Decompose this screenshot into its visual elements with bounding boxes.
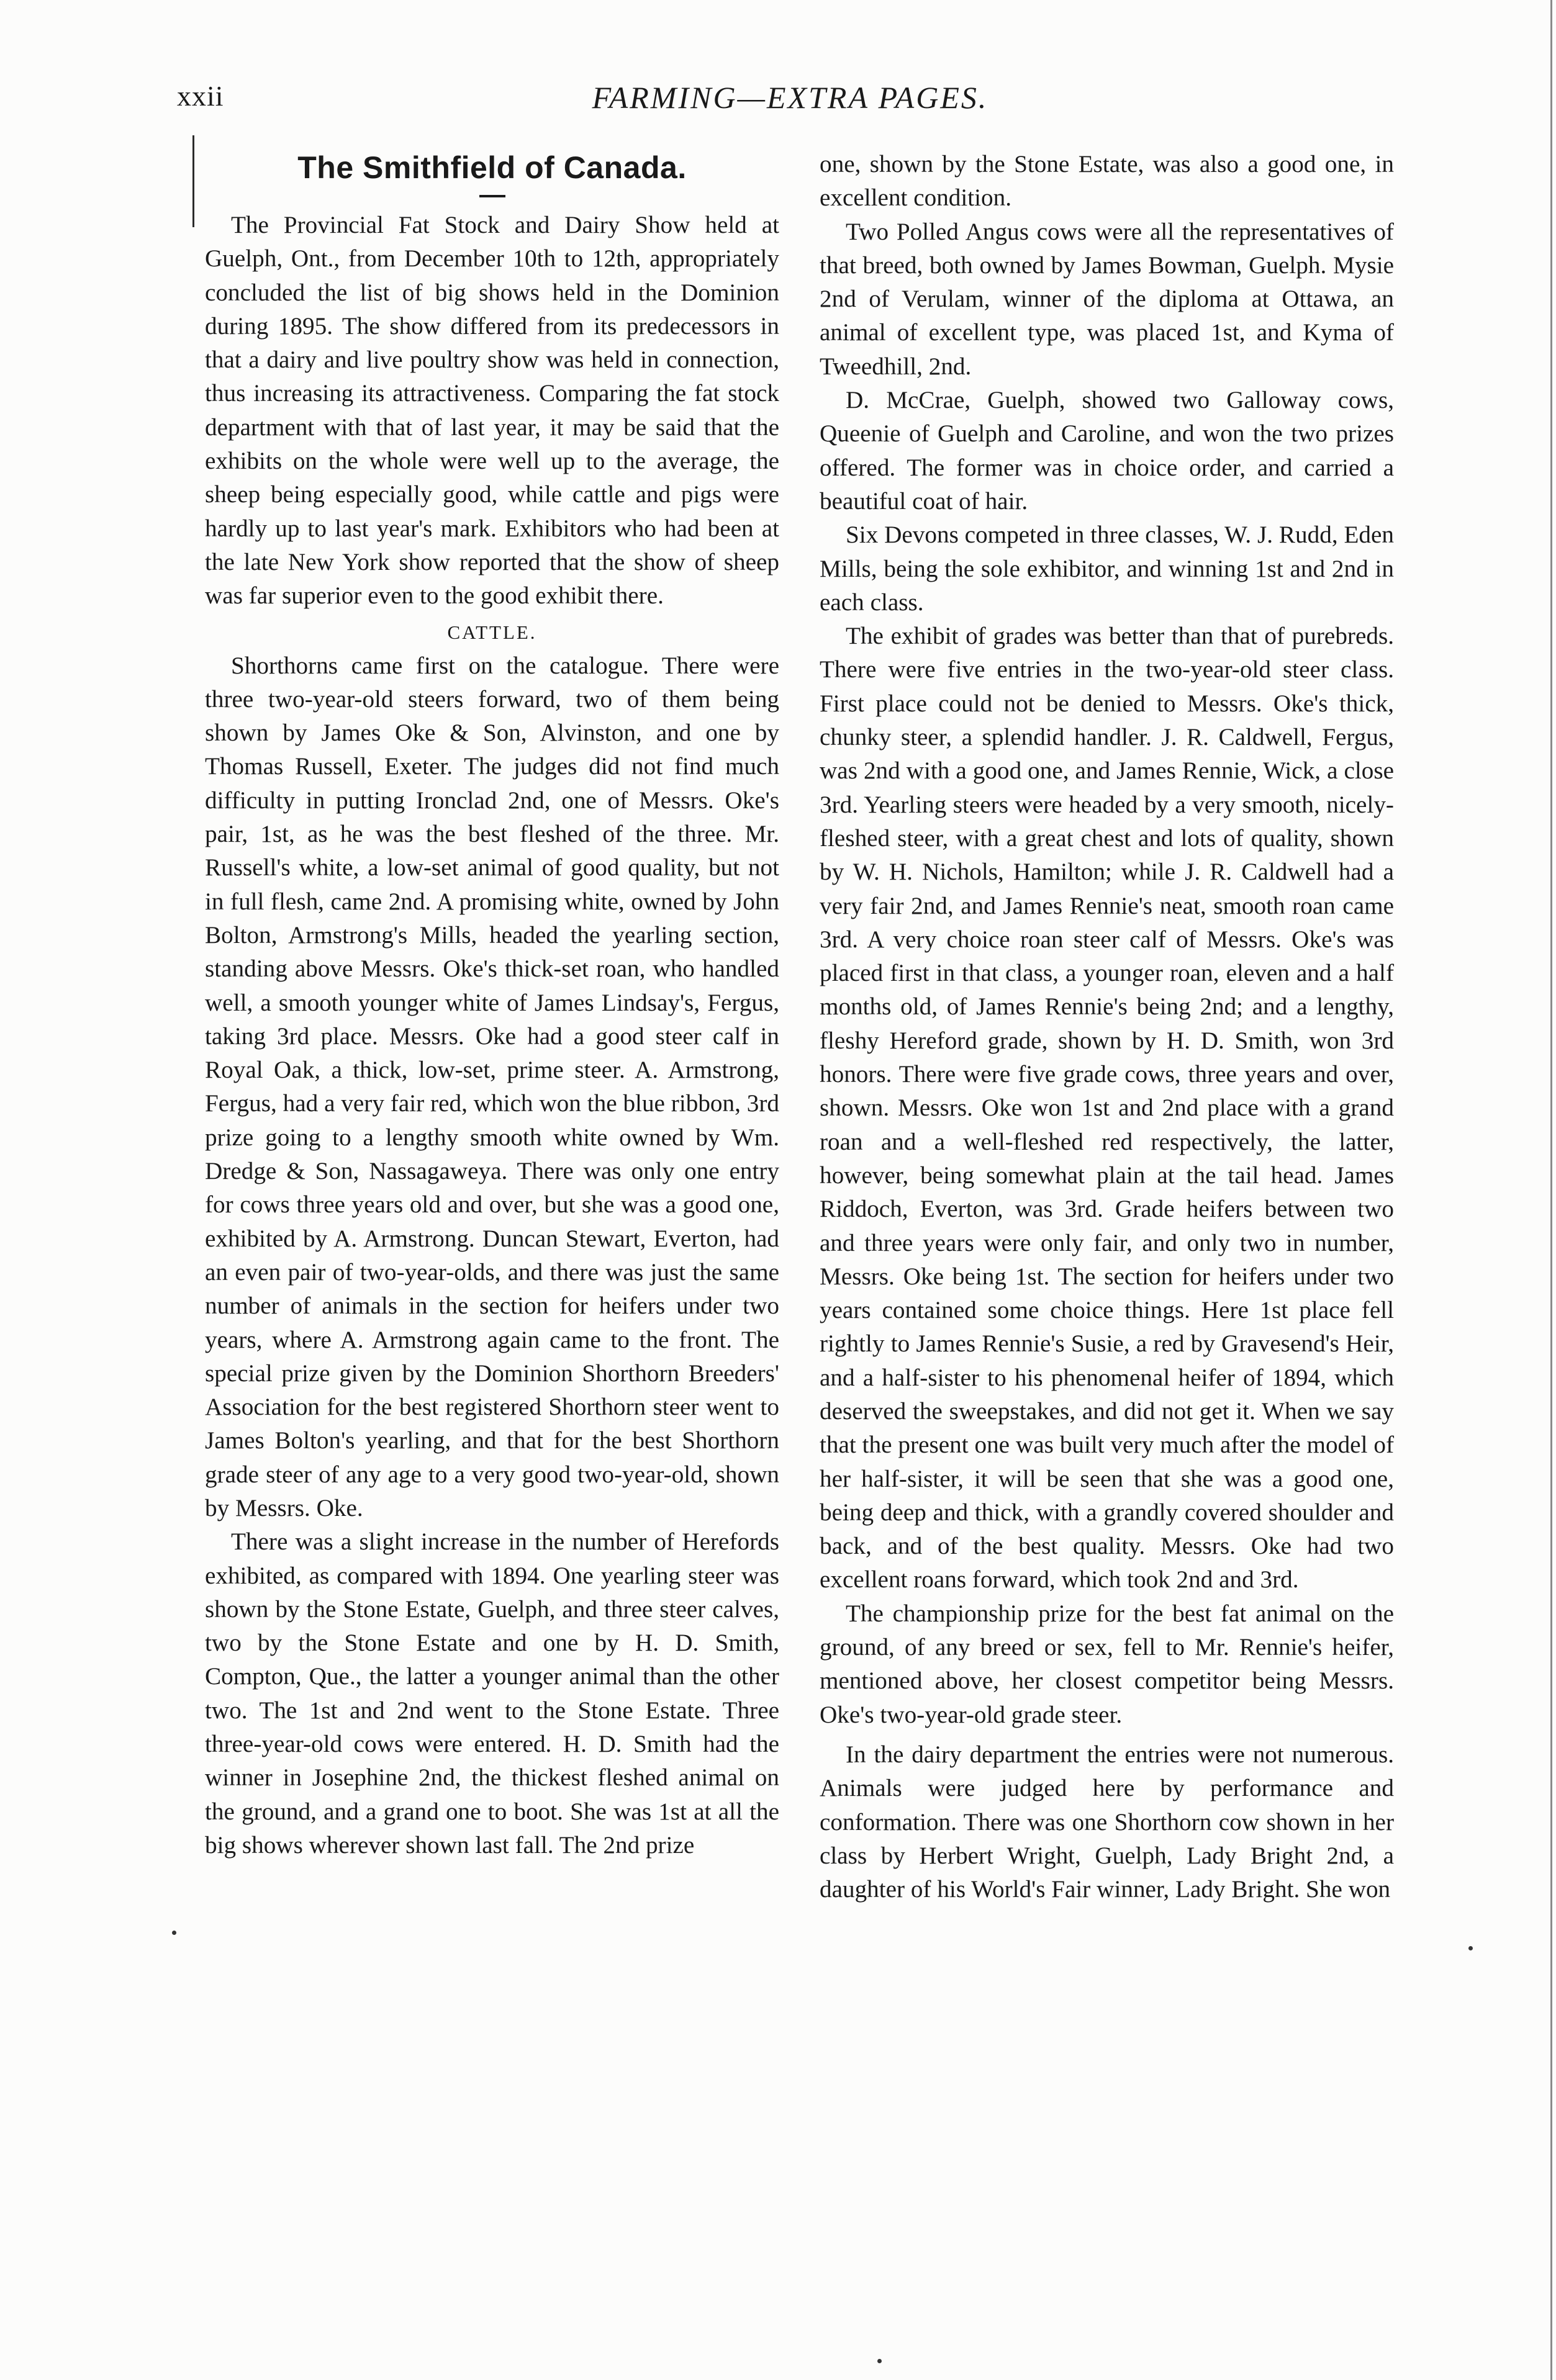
page-edge <box>1550 0 1552 2380</box>
print-speck <box>172 1931 176 1935</box>
print-speck <box>877 2359 882 2363</box>
running-head <box>177 79 1403 129</box>
paragraph: Two Polled Angus cows were all the representatives of that breed, both owned by James Bowman, Guelph. Mysie 2nd of Verulam, winner of the diploma at Ottawa, an animal of excellent type, was placed 1st, and Kyma of Tweedhill, 2nd. <box>820 218 1394 380</box>
paragraph: one, shown by the Stone Estate, was also a good one, in excellent condition. <box>820 151 1394 212</box>
right-column <box>820 148 1394 1906</box>
paragraph: D. McCrae, Guelph, showed two Galloway cows, Queenie of Guelph and Caroline, and won the two prizes offered. The former was in choice order, and carried a beautiful coat of hair. <box>820 387 1394 515</box>
paragraph: Six Devons competed in three classes, W. J. Rudd, Eden Mills, being the sole exhibitor, and winning 1st and 2nd in each class. <box>820 521 1394 616</box>
paragraph: Shorthorns came first on the catalogue. There were three two-year-old steers forward, two of them being shown by James Oke & Son, Alvinston, and one by Thomas Russell, Exeter. The judges did not find much difficulty in putting Ironclad 2nd, one of Messrs. Oke's pair, 1st, as he was the best fleshed of the three. Mr. Russell's white, a low-set animal of good quality, but not in full flesh, came 2nd. A promising white, owned by John Bolton, Armstrong's Mills, headed the yearling section, standing above Messrs. Oke's thick-set roan, who handled well, a smooth younger white of James Lindsay's, Fergus, taking 3rd place. Messrs. Oke had a good steer calf in Royal Oak, a thick, low-set, prime steer. A. Armstrong, Fergus, had a very fair red, which won the blue ribbon, 3rd prize going to a lengthy smooth white owned by Wm. Dredge & Son, Nassagaweya. There was only one entry for cows three years old and over, but she was a good one, exhibited by A. Armstrong. Duncan Stewart, Everton, had an even pair of two-year-olds, and there was just the same number of animals in the section for heifers under two years, where A. Armstrong again came to the front. The special prize given by the Dominion Shorthorn Breeders' Association for the best registered Shorthorn steer went to James Bolton's yearling, and that for the best Shorthorn grade steer of any age to a very good two-year-old, shown by Messrs. Oke. <box>205 652 779 1521</box>
paragraph: There was a slight increase in the number of Herefords exhibited, as compared with 1894. One yearling steer was shown by the Stone Estate, Guelph, and three steer calves, two by the Stone Estate and one by H. D. Smith, Compton, Que., the latter a younger animal than the other two. The 1st and 2nd went to the Stone Estate. Three three-year-old cows were entered. H. D. Smith had the winner in Josephine 2nd, the thickest fleshed animal on the ground, and a grand one to boot. She was 1st at all the big shows wherever shown last fall. The 2nd prize <box>205 1528 779 1859</box>
running-title: FARMING—EXTRA PAGES. <box>592 80 988 115</box>
paragraph: The championship prize for the best fat animal on the ground, of any breed or sex, fell to Mr. Rennie's heifer, mentioned above, her closest competitor being Messrs. Oke's two-year-old grade steer. <box>820 1600 1394 1728</box>
left-column <box>205 148 779 1862</box>
page-number: xxii <box>177 80 224 112</box>
left-column-body <box>205 209 779 1862</box>
paragraph: In the dairy department the entries were not numerous. Animals were judged here by performance and conformation. There was one Shorthorn cow shown in her class by Herbert Wright, Guelph, Lady Bright 2nd, a daughter of his World's Fair winner, Lady Bright. She won <box>820 1741 1394 1903</box>
article-title: The Smithfield of Canada. <box>297 150 687 185</box>
print-speck <box>1468 1946 1473 1950</box>
section-heading: CATTLE. <box>447 621 537 643</box>
title-divider <box>479 195 505 197</box>
paragraph: The exhibit of grades was better than that of purebreds. There were five entries in the two-year-old steer class. First place could not be denied to Messrs. Oke's thick, chunky steer, a splendid handler. J. R. Caldwell, Fergus, was 2nd with a good one, and James Rennie, Wick, a close 3rd. Yearling steers were headed by a very smooth, nicely-fleshed steer, with a great chest and lots of quality, shown by W. H. Nichols, Hamilton; while J. R. Caldwell had a very fair 2nd, and James Rennie's neat, smooth roan came 3rd. A very choice roan steer calf of Messrs. Oke's was placed first in that class, a younger roan, eleven and a half months old, of James Rennie's being 2nd; and a lengthy, fleshy Hereford grade, shown by H. D. Smith, won 3rd honors. There were five grade cows, three years and over, shown. Messrs. Oke won 1st and 2nd place with a grand roan and a well-fleshed red respectively, the latter, however, being somewhat plain at the tail head. James Riddoch, Everton, was 3rd. Grade heifers between two and three years were only fair, and only two in number, Messrs. Oke being 1st. The section for heifers under two years contained some choice things. Here 1st place fell rightly to James Rennie's Susie, a red by Gravesend's Heir, and a half-sister to his phenomenal heifer of 1894, which deserved the sweepstakes, and did not get it. When we say that the present one was built very much after the model of her half-sister, it will be seen that she was a good one, being deep and thick, with a grandly covered shoulder and back, and of the best quality. Messrs. Oke had two excellent roans forward, which took 2nd and 3rd. <box>820 623 1394 1593</box>
margin-rule <box>192 135 194 227</box>
paragraph: The Provincial Fat Stock and Dairy Show held at Guelph, Ont., from December 10th to 12th, appropriately concluded the list of big shows held in the Dominion during 1895. The show differed from its predecessors in that a dairy and live poultry show was held in connection, thus increasing its attractiveness. Comparing the fat stock department with that of last year, it may be said that the exhibits on the whole were well up to the average, the sheep being especially good, while cattle and pigs were hardly up to last year's mark. Exhibitors who had been at the late New York show reported that the show of sheep was far superior even to the good exhibit there. <box>205 212 779 610</box>
